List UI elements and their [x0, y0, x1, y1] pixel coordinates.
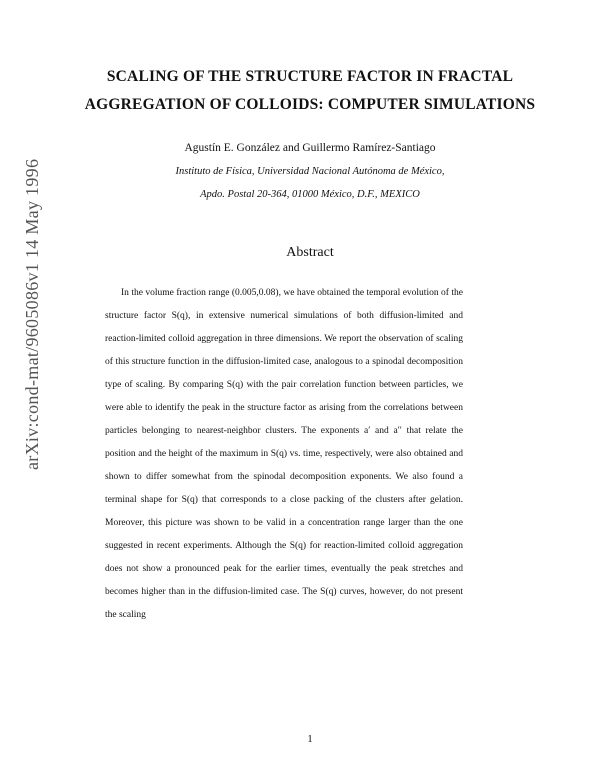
affiliation-line-2: Apdo. Postal 20-364, 01000 México, D.F., MEXICO: [200, 189, 420, 200]
arxiv-identifier-stamp: arXiv:cond-mat/9605086v1 14 May 1996: [22, 158, 42, 470]
abstract-heading: Abstract: [286, 245, 334, 260]
affiliation-line-1: Instituto de Física, Universidad Nacional Autónoma de México,: [175, 166, 445, 177]
author-list: Agustín E. González and Guillermo Ramírez-Santiago: [184, 142, 436, 154]
paper-title-line-2: AGGREGATION OF COLLOIDS: COMPUTER SIMULATIONS: [84, 96, 536, 113]
page-number: 1: [307, 733, 313, 745]
paper-title-line-1: SCALING OF THE STRUCTURE FACTOR IN FRACTAL: [106, 68, 514, 85]
abstract-body: In the volume fraction range (0.005,0.08), we have obtained the temporal evolution of the structure factor S(q), in extensive numerical simulations of both diffusion-limited and reaction-limited colloid aggregation in three dimensions. We report the observation of scaling of this structure function in the diffusion-limited case, analogous to a spinodal decomposition type of scaling. By comparing S(q) with the pair correlation function between particles, we were able to identify the peak in the structure factor as arising from the correlations between particles belonging to nearest-neighbor clusters. The exponents a′ and a′′ that relate the position and the height of the maximum in S(q) vs. time, respectively, were also obtained and shown to differ somewhat from the spinodal decomposition exponents. We also found a terminal shape for S(q) that corresponds to a close packing of the clusters after gelation. Moreover, this picture was shown to be valid in a concentration range larger than the one suggested in recent experiments. Although the S(q) for reaction-limited colloid aggregation does not show a pronounced peak for the earlier times, eventually the peak stretches and becomes higher than in the diffusion-limited case. The S(q) curves, however, do not present the scaling: [105, 288, 463, 620]
